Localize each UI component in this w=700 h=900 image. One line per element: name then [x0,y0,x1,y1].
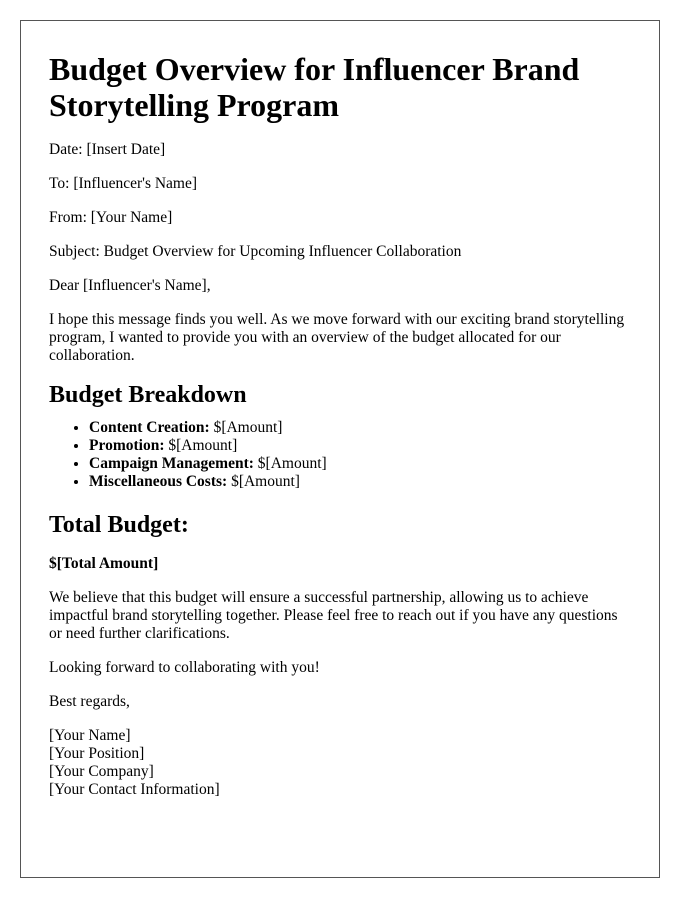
list-item [89,419,631,437]
list-item [89,455,631,473]
sign-off: Best regards, [49,693,130,710]
intro-paragraph: I hope this message finds you well. As we move forward with our exciting brand storytelling program, I wanted to provide you with an overview of the budget allocated for our collaboration. [49,311,625,364]
signature-company: [Your Company] [49,763,154,780]
list-item [89,437,631,455]
item-label: Campaign Management: [89,455,254,472]
to-line: To: [Influencer's Name] [49,175,198,192]
item-value: $[Amount] [227,473,300,490]
item-value: $[Amount] [209,419,283,436]
item-label: Content Creation: [89,419,210,436]
budget-breakdown-heading: Budget Breakdown [49,382,247,408]
list-item [89,473,631,491]
subject-line: Subject: Budget Overview for Upcoming Influencer Collaboration [49,243,462,260]
from-line: From: [Your Name] [49,209,173,226]
signature-position: [Your Position] [49,745,145,762]
budget-breakdown-list [49,419,631,491]
item-value: $[Amount] [164,437,238,454]
item-label: Promotion: [89,437,165,454]
item-label: Miscellaneous Costs: [89,473,228,490]
total-budget-heading: Total Budget: [49,512,189,538]
document-title: Budget Overview for Influencer Brand Storytelling Program [49,51,580,123]
total-amount: $[Total Amount] [49,555,159,572]
closing-paragraph: We believe that this budget will ensure a successful partnership, allowing us to achieve impactful brand storytelling together. Please feel free to reach out if you have any questions or need further clarifications. [49,589,618,642]
signature-name: [Your Name] [49,727,131,744]
salutation: Dear [Influencer's Name], [49,277,211,294]
date-line: Date: [Insert Date] [49,141,166,158]
item-value: $[Amount] [253,455,327,472]
letter-page [20,20,660,878]
looking-forward-line: Looking forward to collaborating with you! [49,659,320,676]
signature-contact: [Your Contact Information] [49,781,220,798]
